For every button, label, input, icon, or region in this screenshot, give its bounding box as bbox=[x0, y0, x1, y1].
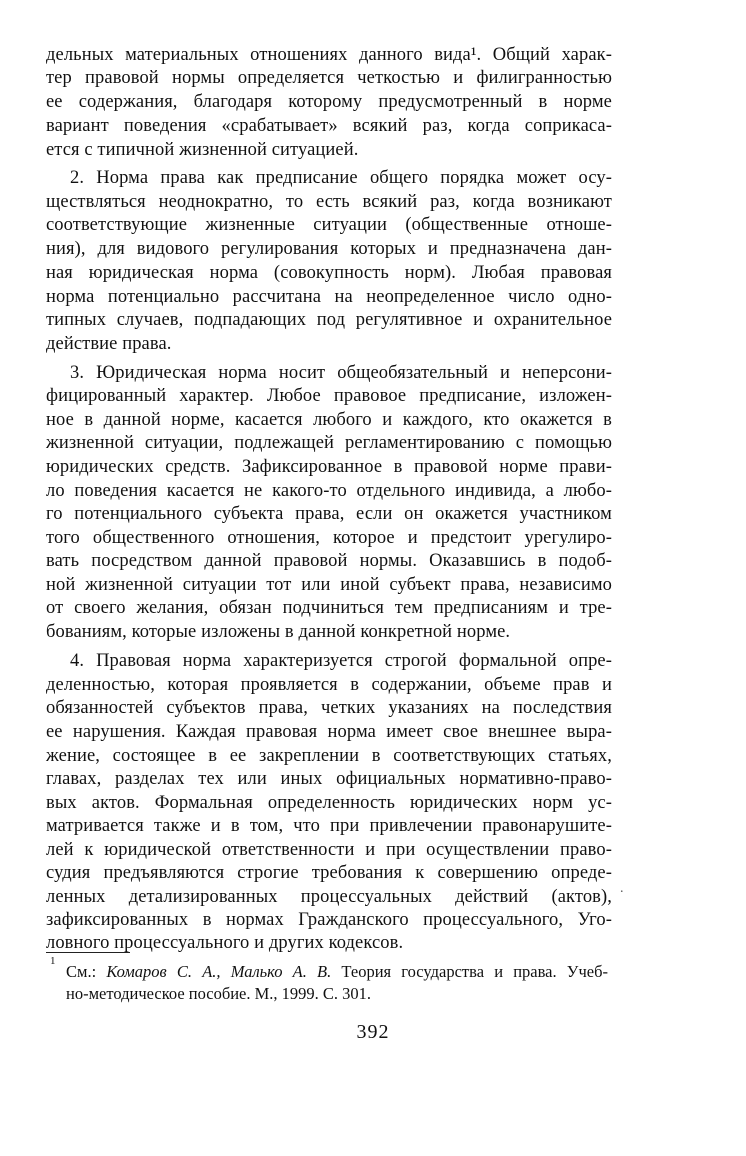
text-line: ной жизненной ситуации тот или иной субъект права, независимо bbox=[46, 575, 612, 595]
text-line: того общественного отношения, которое и предстоит урегулиро- bbox=[46, 528, 612, 548]
text-line: го потенциального субъекта права, если он окажется участником bbox=[46, 504, 612, 524]
paragraph-4-first-line: 4. Правовая норма характеризуется строгой формальной опре- bbox=[70, 651, 612, 671]
text-line: ществляться неоднократно, то есть всякий раз, когда возникают bbox=[46, 192, 612, 212]
paragraph-2-first-line: 2. Норма права как предписание общего порядка может осу- bbox=[70, 168, 612, 188]
text-line: ная юридическая норма (совокупность норм). Любая правовая bbox=[46, 263, 612, 283]
footnote-authors: Комаров С. А., Малько А. В. bbox=[106, 962, 332, 981]
text-line: норма потенциально рассчитана на неопределенное число одно- bbox=[46, 287, 612, 307]
text-line: жение, состоящее в ее закреплении в соответствующих статьях, bbox=[46, 746, 612, 766]
text-line: зафиксированных в нормах Гражданского процессуального, Уго- bbox=[46, 910, 612, 930]
text-line: главах, разделах тех или иных официальных нормативно-право- bbox=[46, 769, 612, 789]
text-line: вариант поведения «срабатывает» всякий раз, когда соприкаса- bbox=[46, 116, 612, 136]
text-line: деленностью, которая проявляется в содержании, объеме прав и bbox=[46, 675, 612, 695]
text-line: ется с типичной жизненной ситуацией. bbox=[46, 140, 359, 160]
text-line: матривается также и в том, что при привлечении правонарушите- bbox=[46, 816, 612, 836]
text-line: ловного процессуального и других кодексов. bbox=[46, 933, 404, 953]
text-line: ное в данной норме, касается любого и каждого, кто окажется в bbox=[46, 410, 612, 430]
text-line: вать посредством данной правовой нормы. Оказавшись в подоб- bbox=[46, 551, 612, 571]
stray-mark: . bbox=[620, 881, 624, 896]
text-line: лей к юридической ответственности и при осуществлении право- bbox=[46, 840, 612, 860]
text-line: дельных материальных отношениях данного вида¹. Общий харак- bbox=[46, 45, 612, 65]
text-line: бованиям, которые изложены в данной конкретной норме. bbox=[46, 622, 511, 642]
footnote-divider bbox=[46, 952, 130, 953]
text-line: от своего желания, обязан подчиниться тем предписаниям и тре- bbox=[46, 598, 612, 618]
text-line: юридических средств. Зафиксированное в правовой норме прави- bbox=[46, 457, 612, 477]
text-line: фицированный характер. Любое правовое предписание, изложен- bbox=[46, 386, 612, 406]
text-line: обязанностей субъектов права, четких указаниях на последствия bbox=[46, 698, 612, 718]
paragraph-3-first-line: 3. Юридическая норма носит общеобязательный и неперсони- bbox=[70, 363, 612, 383]
page-number: 392 bbox=[356, 1021, 390, 1043]
footnote-line bbox=[66, 962, 608, 982]
text-line: судия предъявляются строгие требования к совершению опреде- bbox=[46, 863, 612, 883]
text-line: действие права. bbox=[46, 334, 172, 354]
text-line: ее содержания, благодаря которому предусмотренный в норме bbox=[46, 92, 612, 112]
text-line: ло поведения касается не какого-то отдельного индивида, а любо- bbox=[46, 481, 612, 501]
footnote-title: Теория государства и права. Учеб- bbox=[331, 962, 608, 981]
text-line: ния), для видового регулирования которых и предназначена дан- bbox=[46, 239, 612, 259]
text-line: ленных детализированных процессуальных действий (актов), bbox=[46, 887, 612, 907]
text-line: жизненной ситуации, подлежащей регламентированию с помощью bbox=[46, 433, 612, 453]
text-line: типных случаев, подпадающих под регулятивное и охранительное bbox=[46, 310, 612, 330]
footnote-mark: 1 bbox=[50, 955, 56, 967]
footnote-prefix: См.: bbox=[66, 962, 107, 981]
text-line: вых актов. Формальная определенность юридических норм ус- bbox=[46, 793, 612, 813]
text-line: тер правовой нормы определяется четкостью и филигранностью bbox=[46, 68, 612, 88]
text-line: ее нарушения. Каждая правовая норма имеет свое внешнее выра- bbox=[46, 722, 612, 742]
footnote-line: но-методическое пособие. М., 1999. С. 301. bbox=[66, 984, 372, 1003]
text-line: соответствующие жизненные ситуации (общественные отноше- bbox=[46, 215, 612, 235]
